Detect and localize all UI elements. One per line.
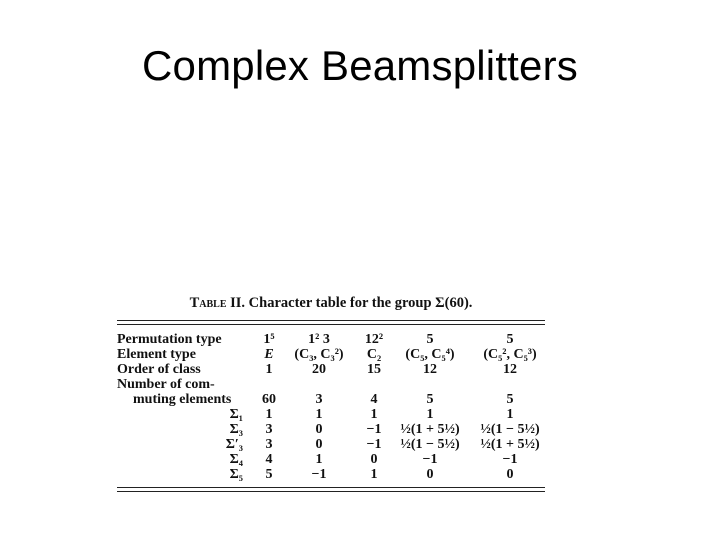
char-value: −1 — [422, 452, 438, 467]
table-grid — [113, 294, 549, 500]
rep-label: Σ₄ — [229, 452, 243, 467]
commuting-5: 5 — [506, 392, 514, 407]
order-1: 1 — [265, 362, 273, 377]
char-value: −1 — [502, 452, 518, 467]
char-value: ½(1 + 5½) — [400, 422, 460, 437]
slide-title: Complex Beamsplitters — [141, 42, 578, 89]
char-value: −1 — [366, 437, 382, 452]
char-value: 3 — [265, 437, 273, 452]
perm-type-1: 1⁵ — [263, 332, 275, 347]
char-value: 0 — [370, 452, 378, 467]
rep-label: Σ₁ — [229, 407, 243, 422]
element-type-4: (C₅, C₅⁴) — [405, 347, 455, 362]
rep-label: Σ′₃ — [225, 437, 243, 452]
char-value: 1 — [265, 407, 273, 422]
order-4: 12 — [423, 362, 437, 377]
commuting-1: 60 — [262, 392, 276, 407]
commuting-2: 3 — [315, 392, 323, 407]
char-value: 0 — [426, 467, 434, 482]
char-value: 0 — [315, 422, 323, 437]
commuting-4: 5 — [426, 392, 434, 407]
char-value: 0 — [506, 467, 514, 482]
char-value: 3 — [265, 422, 273, 437]
char-value: −1 — [366, 422, 382, 437]
char-value: −1 — [311, 467, 327, 482]
perm-type-5: 5 — [506, 332, 514, 347]
char-value: ½(1 − 5½) — [480, 422, 540, 437]
char-value: 4 — [265, 452, 273, 467]
char-value: 1 — [426, 407, 434, 422]
order-2: 20 — [312, 362, 326, 377]
label-commuting-elements: muting elements — [133, 392, 232, 407]
char-value: 1 — [315, 452, 323, 467]
label-number-of-commuting: Number of com- — [117, 377, 215, 392]
char-value: ½(1 − 5½) — [400, 437, 460, 452]
order-3: 15 — [367, 362, 381, 377]
commuting-3: 4 — [370, 392, 378, 407]
char-value: 1 — [506, 407, 514, 422]
label-element-type: Element type — [117, 347, 196, 362]
label-permutation-type: Permutation type — [117, 332, 222, 347]
rep-label: Σ₅ — [229, 467, 243, 482]
perm-type-2: 1² 3 — [308, 332, 330, 347]
element-type-1: E — [264, 347, 274, 362]
order-5: 12 — [503, 362, 517, 377]
table-caption-text: Character table for the group Σ(60). — [248, 295, 473, 311]
char-value: 1 — [370, 467, 378, 482]
char-value: 0 — [315, 437, 323, 452]
char-value: ½(1 + 5½) — [480, 437, 540, 452]
element-type-2: (C₃, C₃²) — [294, 347, 344, 362]
perm-type-3: 12² — [364, 332, 384, 347]
scanned-character-table — [113, 294, 549, 500]
element-type-5: (C₅², C₅³) — [483, 347, 537, 362]
element-type-3: C₂ — [366, 347, 382, 362]
perm-type-4: 5 — [426, 332, 434, 347]
table-caption-lead: Table II. — [189, 295, 246, 311]
bottom-rule — [117, 487, 545, 488]
rep-label: Σ₃ — [229, 422, 243, 437]
bottom-rule-double — [117, 491, 545, 492]
char-value: 1 — [315, 407, 323, 422]
char-value: 1 — [370, 407, 378, 422]
char-value: 5 — [265, 467, 273, 482]
label-order-of-class: Order of class — [117, 362, 201, 377]
